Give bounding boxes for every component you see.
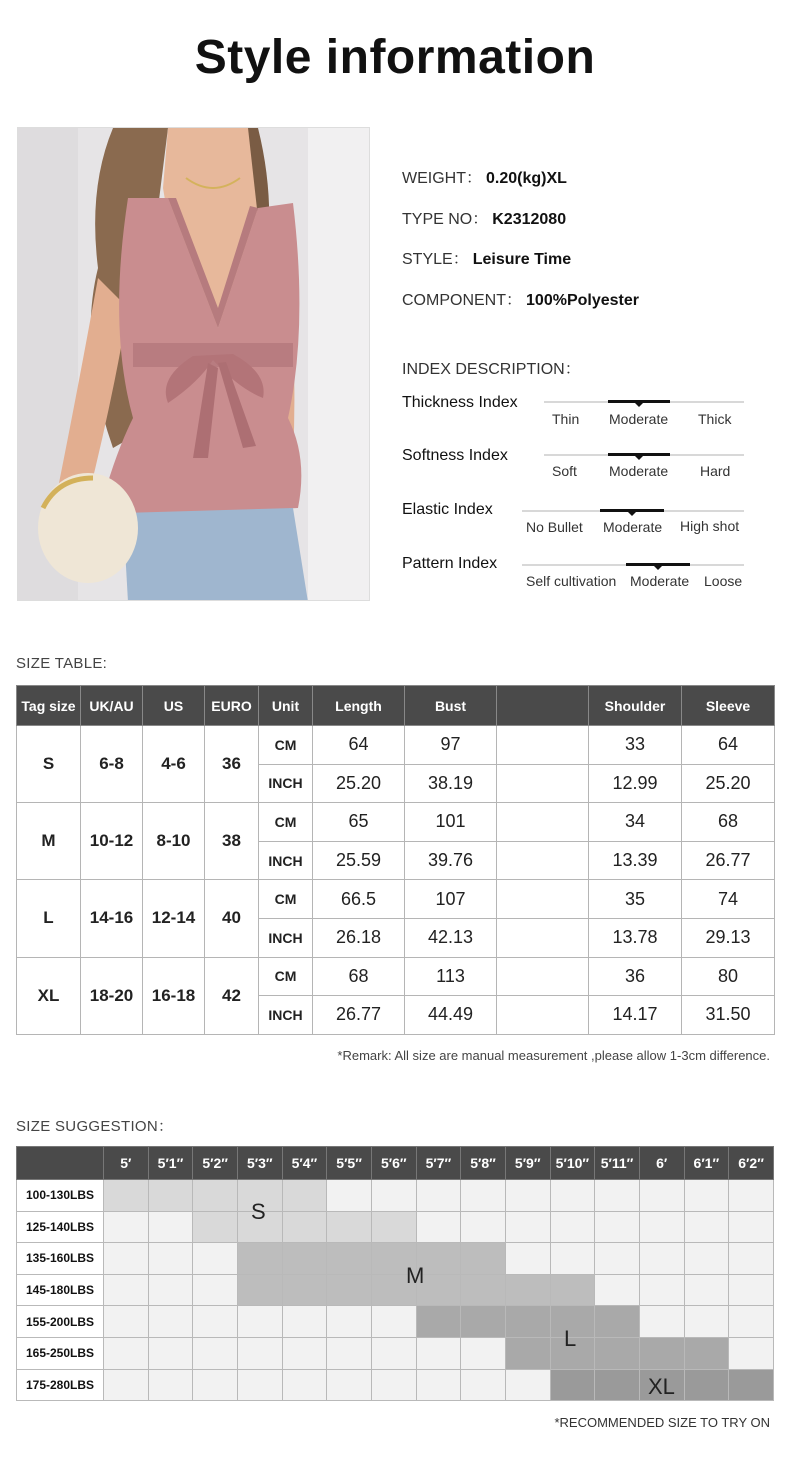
grid-cell (684, 1306, 729, 1338)
weight-label: 175-280LBS (17, 1369, 104, 1401)
zone-label-s: S (251, 1199, 266, 1224)
suggestion-row (17, 1211, 774, 1243)
size-zone-cell-m (237, 1274, 282, 1306)
size-us: 8-10 (143, 803, 205, 880)
size-table (16, 685, 775, 1035)
zone-label-l: L (564, 1326, 577, 1351)
height-header: 5′9″ (505, 1147, 550, 1180)
size-us: 4-6 (143, 726, 205, 803)
size-zone-cell-s (371, 1211, 416, 1243)
size-euro: 40 (205, 880, 259, 957)
height-header: 5′ (104, 1147, 149, 1180)
size-tag: XL (17, 957, 81, 1034)
grid-cell (684, 1180, 729, 1212)
suggestion-row (17, 1243, 774, 1275)
height-header: 6′ (639, 1147, 684, 1180)
elastic-option-high: High shot (680, 518, 740, 534)
grid-cell (416, 1337, 461, 1369)
spec-type-label: TYPE NO： (402, 211, 489, 228)
cell: 101 (405, 803, 497, 842)
size-uk: 6-8 (81, 726, 143, 803)
cell: 26.18 (313, 918, 405, 957)
softness-option-mid: Moderate (609, 463, 669, 479)
size-euro: 38 (205, 803, 259, 880)
size-zone-cell-m (461, 1243, 506, 1275)
grid-cell (237, 1337, 282, 1369)
grid-cell (148, 1337, 193, 1369)
header-corner (17, 1147, 104, 1180)
grid-cell (193, 1337, 238, 1369)
height-header: 5′3″ (237, 1147, 282, 1180)
grid-cell (148, 1211, 193, 1243)
elastic-index-name: Elastic Index (402, 501, 493, 518)
grid-cell (729, 1274, 774, 1306)
spec-type-no (402, 206, 566, 229)
weight-label: 155-200LBS (17, 1306, 104, 1338)
size-zone-cell-m (282, 1243, 327, 1275)
cell: 38.19 (405, 764, 497, 803)
cell: 25.20 (313, 764, 405, 803)
weight-label: 135-160LBS (17, 1243, 104, 1275)
elastic-index-pointer-icon (628, 512, 636, 516)
size-zone-cell-l (595, 1337, 640, 1369)
size-zone-cell-s (327, 1211, 372, 1243)
pattern-option-high: Loose (704, 573, 743, 589)
cell: 12.99 (589, 764, 682, 803)
size-zone-cell-s (193, 1211, 238, 1243)
table-row (17, 803, 775, 842)
weight-label: 145-180LBS (17, 1274, 104, 1306)
size-zone-cell-s (282, 1180, 327, 1212)
size-zone-cell-m (327, 1243, 372, 1275)
softness-index-pointer-icon (635, 456, 643, 460)
grid-cell (550, 1180, 595, 1212)
cell: 68 (682, 803, 775, 842)
pattern-index-pointer-icon (654, 566, 662, 570)
spec-style-value: Leisure Time (472, 251, 572, 268)
cell: 44.49 (405, 996, 497, 1035)
spec-weight (402, 165, 567, 188)
grid-cell (684, 1243, 729, 1275)
size-zone-cell-x (550, 1369, 595, 1401)
spec-weight-label: WEIGHT： (402, 170, 482, 187)
elastic-option-low: No Bullet (526, 519, 583, 535)
cell: 25.20 (682, 764, 775, 803)
cell: 25.59 (313, 841, 405, 880)
grid-cell (595, 1243, 640, 1275)
weight-label: 165-250LBS (17, 1337, 104, 1369)
size-zone-cell-m (505, 1274, 550, 1306)
grid-cell (327, 1306, 372, 1338)
grid-cell (327, 1337, 372, 1369)
height-header: 5′11″ (595, 1147, 640, 1180)
cell (497, 880, 589, 919)
page-title: Style information (194, 31, 596, 84)
cell: 33 (589, 726, 682, 765)
spec-component-value: 100%Polyester (526, 292, 639, 309)
cell: 13.39 (589, 841, 682, 880)
grid-cell (505, 1211, 550, 1243)
size-us: 16-18 (143, 957, 205, 1034)
grid-cell (327, 1180, 372, 1212)
cell (497, 764, 589, 803)
size-zone-cell-m (550, 1274, 595, 1306)
grid-cell (595, 1211, 640, 1243)
grid-cell (639, 1211, 684, 1243)
grid-cell (237, 1369, 282, 1401)
softness-option-low: Soft (552, 463, 577, 479)
cell: 39.76 (405, 841, 497, 880)
grid-cell (729, 1243, 774, 1275)
cell: 107 (405, 880, 497, 919)
grid-cell (282, 1306, 327, 1338)
cell (497, 841, 589, 880)
cell (497, 957, 589, 996)
grid-cell (729, 1180, 774, 1212)
grid-cell (371, 1369, 416, 1401)
spec-style-label: STYLE： (402, 251, 469, 268)
header-length: Length (313, 686, 405, 726)
zone-label-m: M (406, 1263, 425, 1288)
cell: 29.13 (682, 918, 775, 957)
size-zone-cell-l (416, 1306, 461, 1338)
size-zone-cell-m (327, 1274, 372, 1306)
product-photo-illustration (18, 128, 370, 601)
grid-cell (282, 1337, 327, 1369)
suggestion-row (17, 1306, 774, 1338)
size-tag: S (17, 726, 81, 803)
grid-cell (729, 1211, 774, 1243)
grid-cell (193, 1306, 238, 1338)
size-zone-cell-x (729, 1369, 774, 1401)
spec-weight-value: 0.20(kg)XL (486, 170, 567, 187)
pattern-index (402, 555, 762, 605)
spec-component-label: COMPONENT： (402, 292, 523, 309)
grid-cell (148, 1369, 193, 1401)
grid-cell (327, 1369, 372, 1401)
thickness-option-high: Thick (698, 411, 732, 427)
grid-cell (148, 1306, 193, 1338)
index-description-heading: INDEX DESCRIPTION： (402, 361, 581, 378)
thickness-index (402, 394, 762, 444)
cell (497, 918, 589, 957)
header-shoulder: Shoulder (589, 686, 682, 726)
grid-cell (461, 1369, 506, 1401)
cell (497, 726, 589, 765)
spec-component (402, 287, 639, 310)
grid-cell (148, 1243, 193, 1275)
height-header: 6′1″ (684, 1147, 729, 1180)
pattern-option-low: Self cultivation (526, 573, 617, 589)
grid-cell (104, 1243, 149, 1275)
size-zone-cell-m (237, 1243, 282, 1275)
grid-cell (104, 1337, 149, 1369)
grid-cell (416, 1369, 461, 1401)
size-zone-cell-s (193, 1180, 238, 1212)
height-header: 6′2″ (729, 1147, 774, 1180)
elastic-index (402, 501, 762, 551)
cell: 80 (682, 957, 775, 996)
size-zone-cell-x (684, 1369, 729, 1401)
cell: 26.77 (682, 841, 775, 880)
size-tag: L (17, 880, 81, 957)
grid-cell (104, 1306, 149, 1338)
grid-cell (193, 1369, 238, 1401)
size-uk: 14-16 (81, 880, 143, 957)
grid-cell (461, 1211, 506, 1243)
cell: 42.13 (405, 918, 497, 957)
unit-inch: INCH (259, 996, 313, 1035)
grid-cell (639, 1274, 684, 1306)
header-uk-au: UK/AU (81, 686, 143, 726)
size-uk: 18-20 (81, 957, 143, 1034)
grid-cell (104, 1369, 149, 1401)
size-zone-cell-m (282, 1274, 327, 1306)
weight-label: 100-130LBS (17, 1180, 104, 1212)
cell (497, 996, 589, 1035)
grid-cell (729, 1306, 774, 1338)
size-zone-cell-l (639, 1337, 684, 1369)
size-tag: M (17, 803, 81, 880)
grid-cell (639, 1243, 684, 1275)
grid-cell (193, 1243, 238, 1275)
thickness-option-low: Thin (552, 411, 580, 427)
unit-cm: CM (259, 957, 313, 996)
pattern-option-mid: Moderate (630, 573, 690, 589)
grid-cell (729, 1337, 774, 1369)
grid-cell (104, 1211, 149, 1243)
grid-cell (684, 1211, 729, 1243)
grid-cell (505, 1180, 550, 1212)
cell: 74 (682, 880, 775, 919)
size-zone-cell-s (104, 1180, 149, 1212)
height-header: 5′1″ (148, 1147, 193, 1180)
grid-cell (193, 1274, 238, 1306)
product-photo (17, 127, 370, 601)
cell: 14.17 (589, 996, 682, 1035)
softness-index (402, 447, 762, 497)
unit-cm: CM (259, 726, 313, 765)
thickness-option-mid: Moderate (609, 411, 669, 427)
size-zone-cell-m (461, 1274, 506, 1306)
grid-cell (416, 1211, 461, 1243)
cell: 65 (313, 803, 405, 842)
height-header: 5′5″ (327, 1147, 372, 1180)
header-blank (497, 686, 589, 726)
size-zone-cell-s (282, 1211, 327, 1243)
cell: 68 (313, 957, 405, 996)
size-zone-cell-l (461, 1306, 506, 1338)
suggestion-row (17, 1180, 774, 1212)
header-euro: EURO (205, 686, 259, 726)
height-header: 5′6″ (371, 1147, 416, 1180)
suggestion-row (17, 1274, 774, 1306)
grid-cell (461, 1337, 506, 1369)
size-us: 12-14 (143, 880, 205, 957)
size-zone-cell-l (595, 1306, 640, 1338)
suggestion-row (17, 1337, 774, 1369)
table-row (17, 957, 775, 996)
thickness-index-pointer-icon (635, 403, 643, 407)
cell: 64 (313, 726, 405, 765)
cell: 13.78 (589, 918, 682, 957)
size-zone-cell-s (148, 1180, 193, 1212)
unit-inch: INCH (259, 918, 313, 957)
size-suggestion-label: SIZE SUGGESTION： (16, 1118, 174, 1135)
grid-cell (148, 1274, 193, 1306)
cell: 34 (589, 803, 682, 842)
height-header: 5′7″ (416, 1147, 461, 1180)
softness-index-name: Softness Index (402, 447, 508, 464)
header-sleeve: Sleeve (682, 686, 775, 726)
grid-cell (684, 1274, 729, 1306)
table-row (17, 726, 775, 765)
size-suggestion-table (16, 1146, 774, 1401)
cell: 31.50 (682, 996, 775, 1035)
grid-cell (595, 1180, 640, 1212)
grid-cell (371, 1306, 416, 1338)
grid-cell (595, 1274, 640, 1306)
size-euro: 36 (205, 726, 259, 803)
height-header: 5′10″ (550, 1147, 595, 1180)
weight-label: 125-140LBS (17, 1211, 104, 1243)
spec-type-value: K2312080 (492, 211, 567, 228)
cell (497, 803, 589, 842)
grid-cell (104, 1274, 149, 1306)
pattern-index-name: Pattern Index (402, 555, 498, 572)
zone-label-xl: XL (648, 1374, 675, 1399)
grid-cell (416, 1180, 461, 1212)
softness-option-high: Hard (700, 463, 731, 479)
recommended-footnote: *RECOMMENDED SIZE TO TRY ON (554, 1415, 770, 1430)
grid-cell (505, 1369, 550, 1401)
height-header: 5′8″ (461, 1147, 506, 1180)
elastic-option-mid: Moderate (603, 519, 663, 535)
header-bust: Bust (405, 686, 497, 726)
header-us: US (143, 686, 205, 726)
size-zone-cell-x (595, 1369, 640, 1401)
size-table-label: SIZE TABLE: (16, 655, 108, 672)
header-tag-size: Tag size (17, 686, 81, 726)
height-header: 5′4″ (282, 1147, 327, 1180)
grid-cell (461, 1180, 506, 1212)
grid-cell (237, 1306, 282, 1338)
size-zone-cell-l (684, 1337, 729, 1369)
unit-inch: INCH (259, 841, 313, 880)
grid-cell (639, 1180, 684, 1212)
unit-cm: CM (259, 880, 313, 919)
grid-cell (550, 1211, 595, 1243)
unit-inch: INCH (259, 764, 313, 803)
cell: 113 (405, 957, 497, 996)
cell: 36 (589, 957, 682, 996)
cell: 97 (405, 726, 497, 765)
thickness-index-name: Thickness Index (402, 394, 518, 411)
cell: 66.5 (313, 880, 405, 919)
size-table-header (17, 686, 775, 726)
size-uk: 10-12 (81, 803, 143, 880)
grid-cell (505, 1243, 550, 1275)
height-header: 5′2″ (193, 1147, 238, 1180)
unit-cm: CM (259, 803, 313, 842)
grid-cell (371, 1337, 416, 1369)
grid-cell (282, 1369, 327, 1401)
cell: 64 (682, 726, 775, 765)
cell: 35 (589, 880, 682, 919)
grid-cell (550, 1243, 595, 1275)
size-remark: *Remark: All size are manual measurement ,please allow 1-3cm difference. (337, 1048, 770, 1063)
grid-cell (371, 1180, 416, 1212)
spec-style (402, 246, 571, 269)
size-euro: 42 (205, 957, 259, 1034)
header-unit: Unit (259, 686, 313, 726)
table-row (17, 880, 775, 919)
grid-cell (639, 1306, 684, 1338)
suggestion-header (17, 1147, 774, 1180)
size-zone-cell-l (505, 1337, 550, 1369)
cell: 26.77 (313, 996, 405, 1035)
size-zone-cell-l (505, 1306, 550, 1338)
